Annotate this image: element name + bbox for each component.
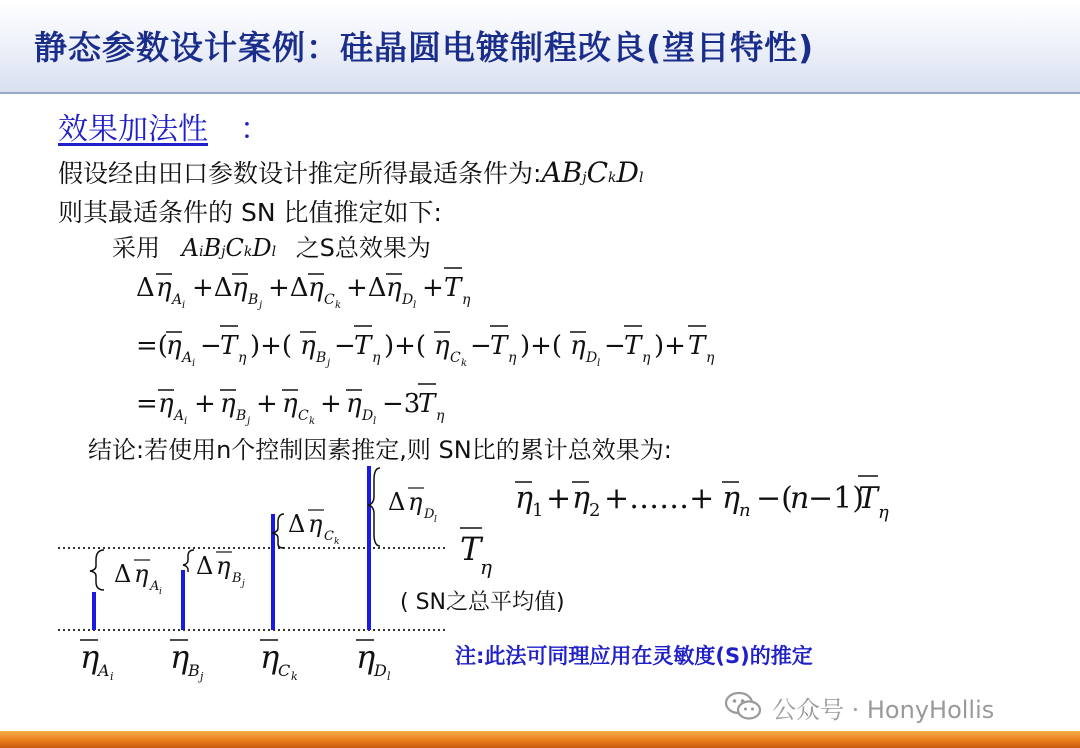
- svg-text:η: η: [642, 350, 651, 366]
- svg-text:η: η: [706, 350, 715, 366]
- svg-text:1: 1: [532, 500, 544, 521]
- bar-b-label: η: [170, 638, 190, 676]
- svg-text:η: η: [480, 555, 492, 579]
- svg-text:−: −: [200, 331, 222, 361]
- svg-text:C: C: [298, 408, 309, 424]
- svg-text:+……+: +……+: [604, 481, 715, 516]
- svg-text:l: l: [413, 300, 417, 311]
- svg-text:T: T: [354, 331, 372, 361]
- svg-text:η: η: [572, 481, 590, 516]
- svg-text:η: η: [220, 389, 236, 419]
- svg-text:B: B: [316, 350, 327, 366]
- svg-text:η: η: [134, 560, 149, 588]
- svg-text:η: η: [300, 331, 316, 361]
- svg-text:η: η: [308, 510, 323, 538]
- sn-estimate-line: 则其最适条件的 SN 比值推定如下:: [58, 198, 442, 227]
- section-heading: 效果加法性: [58, 112, 208, 147]
- svg-text:+: +: [546, 481, 572, 516]
- svg-text:A: A: [150, 579, 160, 594]
- svg-text:j: j: [327, 358, 331, 369]
- bar-c: [271, 514, 275, 630]
- svg-text:)+(: )+(: [250, 331, 293, 361]
- optimal-condition-formula: ABjCkDl: [541, 156, 644, 189]
- svg-text:2: 2: [589, 500, 601, 521]
- slide-title: 静态参数设计案例：硅晶圆电镀制程改良(望目特性): [34, 28, 815, 67]
- svg-text:+Δ: +Δ: [268, 273, 309, 303]
- svg-text:η: η: [436, 408, 445, 424]
- delta-d-label: Δ: [388, 488, 406, 516]
- equation-line-3: [136, 384, 445, 427]
- svg-text:η: η: [508, 350, 517, 366]
- svg-text:T: T: [688, 331, 706, 361]
- svg-text:n: n: [739, 500, 751, 521]
- delta-c-label: Δ: [288, 510, 306, 538]
- bar-d: [367, 466, 371, 630]
- section-heading-colon: ：: [240, 112, 270, 147]
- svg-text:−: −: [470, 331, 492, 361]
- svg-text:T: T: [624, 331, 642, 361]
- svg-text:η: η: [434, 331, 450, 361]
- delta-a-label: Δ: [114, 560, 132, 588]
- svg-text:l: l: [373, 416, 377, 427]
- svg-text:=(: =(: [136, 331, 168, 361]
- svg-text:η: η: [166, 331, 182, 361]
- bar-c-label: η: [260, 638, 280, 676]
- svg-text:+: +: [320, 389, 342, 419]
- svg-text:j: j: [200, 670, 204, 683]
- mean-label: [460, 528, 492, 579]
- conclusion-line: 结论:若使用n个控制因素推定,则 SN比的累计总效果为:: [88, 436, 672, 464]
- footer-bar: [0, 731, 1080, 748]
- svg-text:A: A: [172, 292, 183, 308]
- svg-text:A: A: [98, 661, 110, 680]
- svg-text:B: B: [232, 571, 242, 586]
- svg-text:η: η: [346, 389, 362, 419]
- sensitivity-note: 注:此法可同理应用在灵敏度(S)的推定: [455, 644, 813, 668]
- bar-d-label: η: [356, 638, 376, 676]
- svg-text:T: T: [444, 273, 462, 303]
- svg-text:T: T: [490, 331, 508, 361]
- bar-b: [181, 570, 185, 630]
- svg-text:η: η: [722, 481, 740, 516]
- svg-text:k: k: [309, 416, 316, 427]
- svg-text:k: k: [291, 670, 298, 683]
- cumulative-formula: [515, 476, 889, 523]
- svg-text:l: l: [387, 670, 391, 683]
- svg-text:D: D: [374, 661, 387, 680]
- svg-text:i: i: [192, 358, 196, 369]
- svg-text:−3: −3: [382, 389, 421, 419]
- svg-text:η: η: [232, 273, 248, 303]
- svg-text:A: A: [182, 350, 193, 366]
- svg-text:D: D: [424, 507, 435, 522]
- svg-text:−: −: [604, 331, 626, 361]
- adopt-suffix: 之S总效果为: [295, 234, 431, 262]
- svg-text:C: C: [450, 350, 461, 366]
- svg-text:)+(: )+(: [384, 331, 427, 361]
- svg-text:+: +: [194, 389, 216, 419]
- svg-text:η: η: [372, 350, 381, 366]
- svg-text:−: −: [334, 331, 356, 361]
- svg-text:η: η: [878, 502, 889, 523]
- svg-text:η: η: [386, 273, 402, 303]
- wechat-icon: [724, 690, 762, 722]
- svg-text:η: η: [158, 389, 174, 419]
- svg-text:T: T: [858, 481, 879, 516]
- svg-text:η: η: [216, 552, 231, 580]
- svg-text:C: C: [324, 529, 334, 544]
- svg-text:η: η: [308, 273, 324, 303]
- sn-average-label: ( SN之总平均值): [400, 590, 565, 615]
- assumption-text: 假设经由田口参数设计推定所得最适条件为:: [58, 159, 542, 188]
- equation-line-2: [136, 326, 715, 369]
- svg-text:B: B: [236, 408, 247, 424]
- svg-text:η: η: [156, 273, 172, 303]
- svg-text:+: +: [256, 389, 278, 419]
- adopt-formula: AiBjCkDl: [181, 234, 277, 262]
- svg-text:−(: −(: [756, 481, 793, 516]
- svg-text:−1): −1): [808, 481, 864, 516]
- svg-text:η: η: [238, 350, 247, 366]
- svg-text:A: A: [174, 408, 185, 424]
- delta-b-label: Δ: [196, 552, 214, 580]
- svg-text:η: η: [462, 292, 471, 308]
- svg-text:η: η: [408, 488, 423, 516]
- svg-text:D: D: [362, 408, 374, 424]
- svg-text:j: j: [259, 300, 263, 311]
- svg-text:k: k: [461, 358, 468, 369]
- svg-text:j: j: [242, 579, 245, 589]
- svg-text:l: l: [434, 515, 437, 525]
- svg-text:n: n: [790, 481, 810, 516]
- svg-text:η: η: [570, 331, 586, 361]
- brace-a: [90, 550, 104, 590]
- svg-text:+Δ: +Δ: [346, 273, 387, 303]
- svg-text:C: C: [324, 292, 335, 308]
- svg-text:i: i: [184, 416, 188, 427]
- svg-text:)+: )+: [654, 331, 686, 361]
- svg-text:η: η: [515, 481, 533, 516]
- svg-text:i: i: [182, 300, 186, 311]
- equation-line-1: [136, 268, 471, 311]
- svg-text:T: T: [418, 389, 436, 419]
- svg-text:l: l: [597, 358, 601, 369]
- svg-text:)+(: )+(: [520, 331, 563, 361]
- svg-text:=: =: [136, 389, 158, 419]
- adopt-prefix: 采用: [112, 234, 160, 262]
- svg-text:+Δ: +Δ: [192, 273, 233, 303]
- svg-text:T: T: [460, 530, 482, 568]
- bar-a: [92, 592, 96, 630]
- svg-text:T: T: [220, 331, 238, 361]
- svg-text:k: k: [335, 300, 342, 311]
- svg-text:η: η: [282, 389, 298, 419]
- svg-text:D: D: [402, 292, 414, 308]
- svg-text:D: D: [586, 350, 598, 366]
- delta-labels: [114, 488, 437, 597]
- svg-text:C: C: [278, 661, 291, 680]
- svg-text:k: k: [334, 537, 340, 547]
- svg-text:+: +: [422, 273, 444, 303]
- watermark-text: 公众号 · HonyHollis: [772, 696, 995, 724]
- bar-a-label: η: [80, 638, 100, 676]
- svg-text:i: i: [110, 670, 114, 683]
- svg-text:i: i: [159, 587, 162, 597]
- svg-text:B: B: [188, 661, 200, 680]
- brace-b: [183, 550, 194, 572]
- svg-text:B: B: [248, 292, 259, 308]
- svg-text:j: j: [247, 416, 251, 427]
- bar-labels: [80, 638, 391, 683]
- svg-text:Δ: Δ: [136, 273, 155, 303]
